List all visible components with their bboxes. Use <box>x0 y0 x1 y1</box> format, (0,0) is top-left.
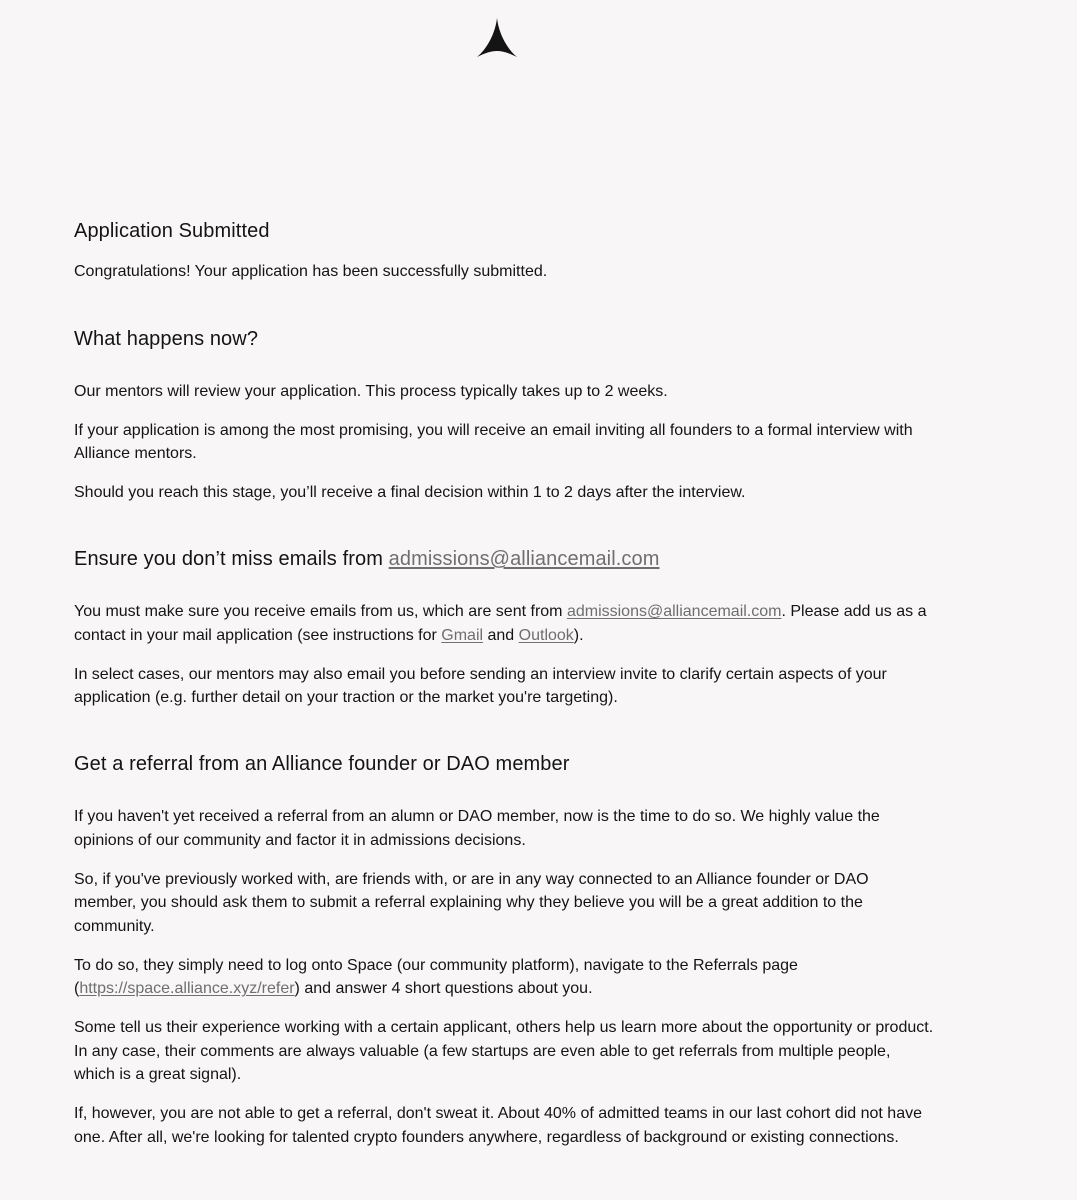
paragraph-add-contact-text-4: ). <box>573 626 584 644</box>
paragraph-referral-how-text-2: ) and answer 4 short questions about you. <box>294 980 593 997</box>
section-heading-referral: Get a referral from an Alliance founder or DAO member <box>74 753 570 775</box>
admissions-email-link[interactable]: admissions@alliancemail.com <box>566 603 782 620</box>
paragraph-review-time: Our mentors will review your application. This process typically takes up to 2 weeks. <box>74 382 668 400</box>
confirmation-content <box>74 217 934 1165</box>
paragraph-mentor-email: In select cases, our mentors may also email you before sending an interview invite to clarify certain aspects of your application (e.g. further detail on your traction or the market you're targeting). <box>74 665 887 706</box>
paragraph-add-contact-text-3: and <box>483 626 519 644</box>
section-heading-emails <box>74 545 934 573</box>
paragraph-add-contact-text-2: . Please add us as a contact in your mail application (see instructions for <box>74 603 927 644</box>
paragraph-referral-intro: If you haven't yet received a referral from an alumn or DAO member, now is the time to do so. We highly value the opinions of our community and factor it in admissions decisions. <box>74 808 880 849</box>
paragraph-referral-how <box>74 954 934 1001</box>
paragraph-referral-value: Some tell us their experience working with a certain applicant, others help us learn more about the opportunity or product. In any case, their comments are always valuable (a few startups are even able to get referrals from multiple people, which is a great signal). <box>74 1019 934 1083</box>
section-heading-next-steps: What happens now? <box>74 327 259 350</box>
gmail-instructions-link[interactable]: Gmail <box>441 626 484 644</box>
paragraph-no-referral: If, however, you are not able to get a referral, don't sweat it. About 40% of admitted teams in our last cohort did not have one. After all, we're looking for talented crypto founders anywhere, regardless of background or existing connections. <box>74 1105 922 1146</box>
page-title: Application Submitted <box>74 220 270 242</box>
paragraph-final-decision: Should you reach this stage, you’ll receive a final decision within 1 to 2 days after the interview. <box>74 484 746 501</box>
referral-page-link[interactable]: https://space.alliance.xyz/refer <box>79 980 295 997</box>
success-message: Congratulations! Your application has been successfully submitted. <box>74 263 548 280</box>
paragraph-interview-invite: If your application is among the most promising, you will receive an email inviting all founders to a formal interview with Alliance mentors. <box>74 421 913 462</box>
paragraph-referral-ask: So, if you've previously worked with, are friends with, or are in any way connected to an Alliance founder or DAO member, you should ask them to submit a referral explaining why they believe you will be a great addition to the community. <box>74 870 869 935</box>
alliance-logo-icon <box>476 18 518 58</box>
paragraph-add-contact-text-1: You must make sure you receive emails from us, which are sent from <box>74 603 567 620</box>
paragraph-referral-how-text-1: To do so, they simply need to log onto Space (our community platform), navigate to the Referrals page ( <box>74 956 798 997</box>
outlook-instructions-link[interactable]: Outlook <box>518 626 574 644</box>
paragraph-add-contact <box>74 600 934 647</box>
admissions-email-heading-link[interactable]: admissions@alliancemail.com <box>388 548 660 570</box>
section-heading-emails-text: Ensure you don’t miss emails from <box>74 548 389 570</box>
